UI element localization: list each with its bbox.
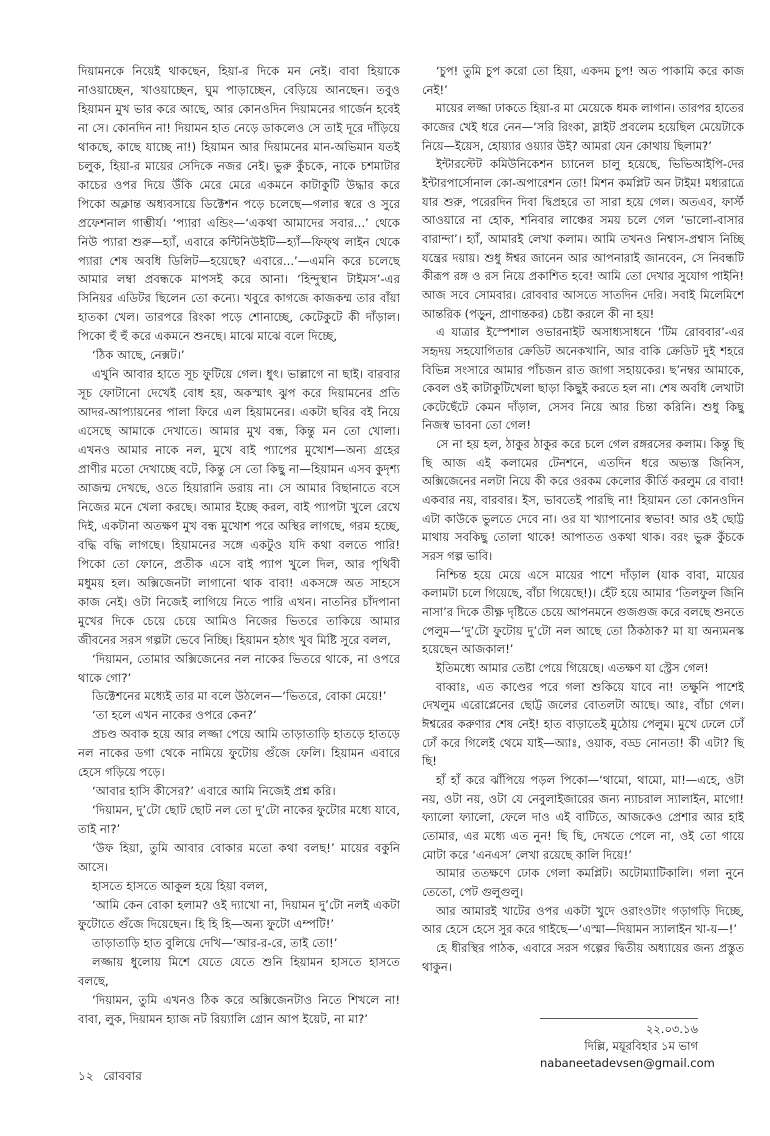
- page-footer: [78, 1068, 142, 1088]
- magazine-name: রোববার: [103, 1069, 142, 1083]
- paragraph: ‘আবার হাসি কীসের?’ এবারে আমি নিজেই প্রশ্ন করি।: [92, 784, 336, 799]
- paragraph: ইতিমধ্যে আমার তেষ্টা পেয়ে গিয়েছে। এতক্ষণ যা স্ট্রেস গেল!: [436, 661, 709, 675]
- paragraph: আর আমারই খাটের ওপর একটা খুদে ওরাংওটাং গড়াগড়ি দিচ্ছে, আর হেসে হেসে সুর করে গাইছে—‘এস্মা—দিয়ামন স্যালাইন খা-য়—!’: [422, 903, 744, 937]
- left-column: [78, 62, 400, 1029]
- paragraph: দিয়ামনকে নিয়েই থাকছেন, হিয়া-র দিকে মন নেই। বাবা হিয়াকে নাওয়াচ্ছেন, খাওয়াচ্ছেন, ঘুম পাড়াচ্ছেন, বেড়িয়ে আনছেন। তবুও হিয়ামন মুখ ভার করে আছে, আর কোনওদিন দিয়ামনের গার্জেন হবেই না সে। কোনদিন না! দিয়ামন হাত নেড়ে ডাকলেও সে তাই দূরে দাঁড়িয়ে থাকছে, কাছে যাচ্ছে না!) হিয়ামন আর দিয়ামনের মান-অভিমান যতই চলুক, হিয়া-র মায়ের সেদিকে নজর নেই। ভুরু কুঁচকে, নাকে চশমাটার কাচের ওপর দিয়ে উঁকি মেরে মেরে একমনে কাটাকুটি উদ্ধার করে পিকো অক্লান্ত অধ্যবসায়ে ডিক্টেশন পড়ে চলেছে—গলার স্বরে ও সুরে প্রফেশনাল গাম্ভীর্য। ‘প্যারা এন্ডিং—‘একথা আমাদের সবার...’ থেকে নিউ প্যারা শুরু—হ্যাঁ, এবারে কন্টিনিউইটি—হ্যাঁ—ফিফ্থ লাইন থেকে প্যারা শেষ অবধি ডিলিট—হয়েছে? এবারে...’—এমনি করে চলেছে আমার লম্বা প্রবন্ধকে মাপসই করে আনা। ‘হিন্দুস্থান টাইমস’-এর সিনিয়র এডিটর ছিলেন তো কন্যে। খবুরে কাগজে কাজকম্ম তার বাঁয়া হাতকা খেল। তারপরে রিংকা পড়ে শোনাচ্ছে, কেটেকুটে কী দাঁড়াল। পিকো হুঁ হুঁ করে একমনে শুনছে। মাঝে মাঝে বলে দিচ্ছে,: [78, 64, 400, 344]
- paragraph: ‘আমি কেন বোকা হলাম? ওই দ্যাখো না, দিয়ামন দু’টো নলই একটা ফুটোতে গুঁজে দিয়েছেন। হি হি হি—অন্য ফুটো এম্পটি!’: [78, 897, 400, 931]
- signature-place: দিল্লি, ময়ূরবিহার ১ম ভাগ: [584, 1039, 698, 1053]
- paragraph: হাসতে হাসতে আকুল হয়ে হিয়া বলল,: [92, 878, 268, 893]
- signature-block: [540, 1018, 715, 1072]
- right-column: [422, 62, 744, 976]
- signature-date: ২২.০৩.১৬: [645, 1022, 698, 1036]
- paragraph: আমার ততক্ষণে ঢোক গেলা কমপ্লিট। অটোম্যাটিকালি। গলা নুনে তেতো, পেট গুলুগুলু।: [422, 866, 744, 899]
- paragraph: ‘চুপ! তুমি চুপ করো তো হিয়া, একদম চুপ! অত পাকামি করে কাজ নেই!’: [422, 64, 744, 97]
- paragraph: লজ্জায় ধুলোয় মিশে যেতে যেতে শুনি হিয়ামন হাসতে হাসতে বলছে,: [78, 954, 400, 988]
- paragraph: বাব্বাঃ, এত কাণ্ডের পরে গলা শুকিয়ে যাবে না! তক্ষুনি পাশেই দেখলুম এরোপ্লেনের ছোট্ট জলের বোতলটা আছে। আঃ, বাঁচা গেল। ঈশ্বরের করুণার শেষ নেই! হাত বাড়াতেই মুঠোয় পেলুম। মুখে ঢেলে ঢোঁ ঢোঁ করে গিলেই থেমে যাই—অ্যাঃ, ওয়াক, বড্ড নোনতা! কী এটা? ছি ছি!: [422, 679, 744, 769]
- paragraph: প্রচণ্ড অবাক হয়ে আর লজ্জা পেয়ে আমি তাড়াতাড়ি হাতড়ে হাতড়ে নল নাকের ডগা থেকে নামিয়ে ফুটোয় গুঁজে ফেলি। হিয়ামন এবারে হেসে গড়িয়ে পড়ে।: [78, 727, 400, 780]
- paragraph: হাঁ হাঁ করে ঝাঁপিয়ে পড়ল পিকো—‘থামো, থামো, মা!—এহে, ওটা নয়, ওটা নয়, ওটা যে নেবুলাইজারের জন্য ন্যাচরাল স্যালাইন, মাগো! ফ্যালো ফ্যালো, ফেলে দাও এই বাটিতে, আজকেও প্রেশার আর হাই তোমার, এর মধ্যে এত নুন! ছি ছি, দেখতে পেলে না, ওই তো গায়ে মোটা করে ‘এনএস’ লেখা রয়েছে কালি দিয়ে!’: [422, 772, 744, 862]
- paragraph: হে ধীরস্থির পাঠক, এবারে সরস গল্পের দ্বিতীয় অধ্যায়ের জন্য প্রস্তুত থাকুন।: [422, 940, 744, 974]
- signature-email: nabaneetadevsen@gmail.com: [540, 1056, 715, 1070]
- paragraph: এ যাত্রার ইস্পেশাল ওভারনাইট অসাধ্যসাধনে ‘টিম রোববার’-এর সহৃদয় সহযোগিতার ক্রেডিট অনেকখানি, আর বাকি ক্রেডিট দুই শহরে বিভিন্ন সংসারে আমার পাঁচজন রাত জাগা সহায়কের। ছ’নম্বর আমাকে, কেবল ওই কাটাকুটিখেলা ছাড়া কিছুই করতে হল না। শেষ অবধি লেখাটা কেটেছেঁটে কেমন দাঁড়াল, সেসব নিয়ে আর চিন্তা করিনি। শুধু কিছু নিজস্ব ভাবনা তো গেল!: [422, 325, 744, 433]
- page-number: ১২: [78, 1069, 94, 1083]
- paragraph: সে না হয় হল, ঠাকুর ঠাকুর করে চলে গেল রঙ্গরসের কলাম। কিন্তু ছি ছি আজ এই কলামের টেনশনে, এতদিন ধরে অভ্যস্ত জিনিস, অক্সিজেনের নলটা নিয়ে কী করে ওরকম কেলোর কীর্তি করলুম রে বাবা! একবার নয়, বারবার। ইস, ভাবতেই পারছি না! হিয়ামন তো কোনওদিন এটা কাউকে ভুলতে দেবে না। ওর যা খ্যাপানোর স্বভাব! আর ওই ছোট্ট মাথায় সবকিছু তোলা থাকে! আপাতত ওকথা থাক। বরং ভুরু কুঁচকে সরস গল্প ভাবি।: [422, 437, 744, 564]
- paragraph: ডিক্টেশনের মধ্যেই তার মা বলে উঠলেন—‘ভিতরে, বোকা মেয়ে!’: [92, 689, 387, 704]
- paragraph: ‘দিয়ামন, তুমি এখনও ঠিক করে অক্সিজেনটাও নিতে শিখলে না! বাবা, লুক, দিয়ামন হ্যাজ নট রিয়্যালি গ্রোন আপ ইয়েট, না মা?’: [78, 992, 400, 1026]
- signature-rule: [540, 1018, 698, 1019]
- paragraph: মায়ের লজ্জা ঢাকতে হিয়া-র মা মেয়েকে ধমক লাগান। তারপর হাতের কাজের খেই ধরে নেন—‘সরি রিংকা, স্লাইট প্রবলেম হয়েছিল মেয়েটাকে নিয়ে—ইয়েস, হোয়্যার ওয়্যার উই? আমরা যেন কোথায় ছিলাম?’: [422, 101, 744, 153]
- paragraph: এখুনি আবার হাতে সূচ ফুটিয়ে গেল। ধুৎ। ভাল্লাগে না ছাই। বারবার সূচ ফোটানো দেখেই বোধ হয়, অকস্মাৎ ঝুপ করে দিয়ামনের প্রতি আদর-আপ্যায়নের পালা ফিরে এল হিয়ামনের। একটা ছবির বই নিয়ে এসেছে আমাকে দেখাতে। আমার মুখ বন্ধ, কিন্তু মন তো খোলা। এখনও আমার নাকে নল, মুখে বাই প্যাপের মুখোশ—অন্য গ্রহের প্রাণীর মতো দেখাচ্ছে বটে, কিন্তু সে তো কিছু না—হিয়ামন এসব কুদৃশ্য আজন্ম দেখছে, ওতে হিয়ারানি ডরায় না। সে আমার বিছানাতে বসে নিজের মনে খেলা করছে। আমার ইচ্ছে করল, বাই প্যাপটা খুলে রেখে দিই, একটানা অতক্ষণ মুখ বন্ধ মুখোশ পরে অস্থির লাগছে, গরম হচ্ছে, বদ্ধি বদ্ধি লাগছে। হিয়ামনের সঙ্গে একটুও যদি কথা বলতে পারি! পিকো তো ফোনে, প্রতীক এসে বাই প্যাপ খুলে দিল, আর পৃথিবী মধুময় হল। অক্সিজেনটা লাগানো থাক বাবা! একসঙ্গে অত সাহসে কাজ নেই। ওটা নিজেই লাগিয়ে নিতে পারি এখন। নাতনির চাঁদপানা মুখের দিকে চেয়ে চেয়ে আমিও নিজের ভিতরে তাকিয়ে আমার জীবনের সরস গল্পটা ভেবে নিচ্ছি। হিয়ামন হঠাৎ খুব মিষ্টি সুরে বলল,: [78, 367, 400, 647]
- paragraph: ‘দিয়ামন, তোমার অক্সিজেনের নল নাকের ভিতরে থাকে, না ওপরে থাকে গো?’: [78, 651, 400, 685]
- paragraph: ‘ঠিক আছে, নেক্সট।’: [92, 348, 185, 363]
- paragraph: নিশ্চিন্ত হয়ে মেয়ে এসে মায়ের পাশে দাঁড়াল (যাক বাবা, মায়ের কলামটা চলে গিয়েছে, বাঁচা গিয়েছে!)। হেঁট হয়ে আমার ‘তিলফুল জিনি নাসা’র দিকে তীক্ষ্ণ দৃষ্টিতে চেয়ে আপনমনে গুজগুজ করে বলছে শুনতে পেলুম—‘দু’টো ফুটোয় দু’টো নল আছে তো ঠিকঠাক? মা যা অন্যমনস্ক হয়েছেন আজকাল!’: [422, 567, 744, 657]
- paragraph: ‘তা হলে এখন নাকের ওপরে কেন?’: [92, 708, 257, 723]
- paragraph: ইন্টারস্টেট কমিউনিকেশন চ্যানেল চালু হয়েছে, ভিভিআইপি-দের ইন্টারপার্সোনাল কো-অপারেশন তো! মিশন কমপ্লিট অন টাইম! মধ্যরাত্রে যার শুরু, পরেরদিন দিবা দ্বিপ্রহরে তা সারা হয়ে গেল। অতএব, ফার্স্ট আওয়ারে না হোক, শনিবার লাঞ্চের সময় চলে গেল ‘ভালো-বাসার বারান্দা’। হ্যাঁ, আমারই লেখা কলাম। আমি তখনও নিশ্বাস-প্রশ্বাস নিচ্ছি যন্ত্রের দয়ায়। শুধু ঈশ্বর জানেন আর আপনারাই জানবেন, সে নিবন্ধটি কীরূপ রঙ্গ ও রস নিয়ে প্রকাশিত হবে! আমি তো দেখার সুযোগ পাইনি! আজ সবে সোমবার। রোববার আসতে সাতদিন দেরি। সবাই মিলেমিশে আন্তরিক (পড়ুন, প্রাণান্তকর) চেষ্টা করলে কী না হয়!: [422, 157, 744, 321]
- paragraph: ‘উফ হিয়া, তুমি আবার বোকার মতো কথা বলছ!’ মায়ের বকুনি আসে।: [78, 841, 400, 875]
- paragraph: ‘দিয়ামন, দু’টো ছোট ছোট নল তো দু’টো নাকের ফুটোর মধ্যে যাবে, তাই না?’: [78, 803, 400, 837]
- paragraph: তাড়াতাড়ি হাত বুলিয়ে দেখি—‘আর-র-রে, তাই তো!’: [92, 935, 338, 950]
